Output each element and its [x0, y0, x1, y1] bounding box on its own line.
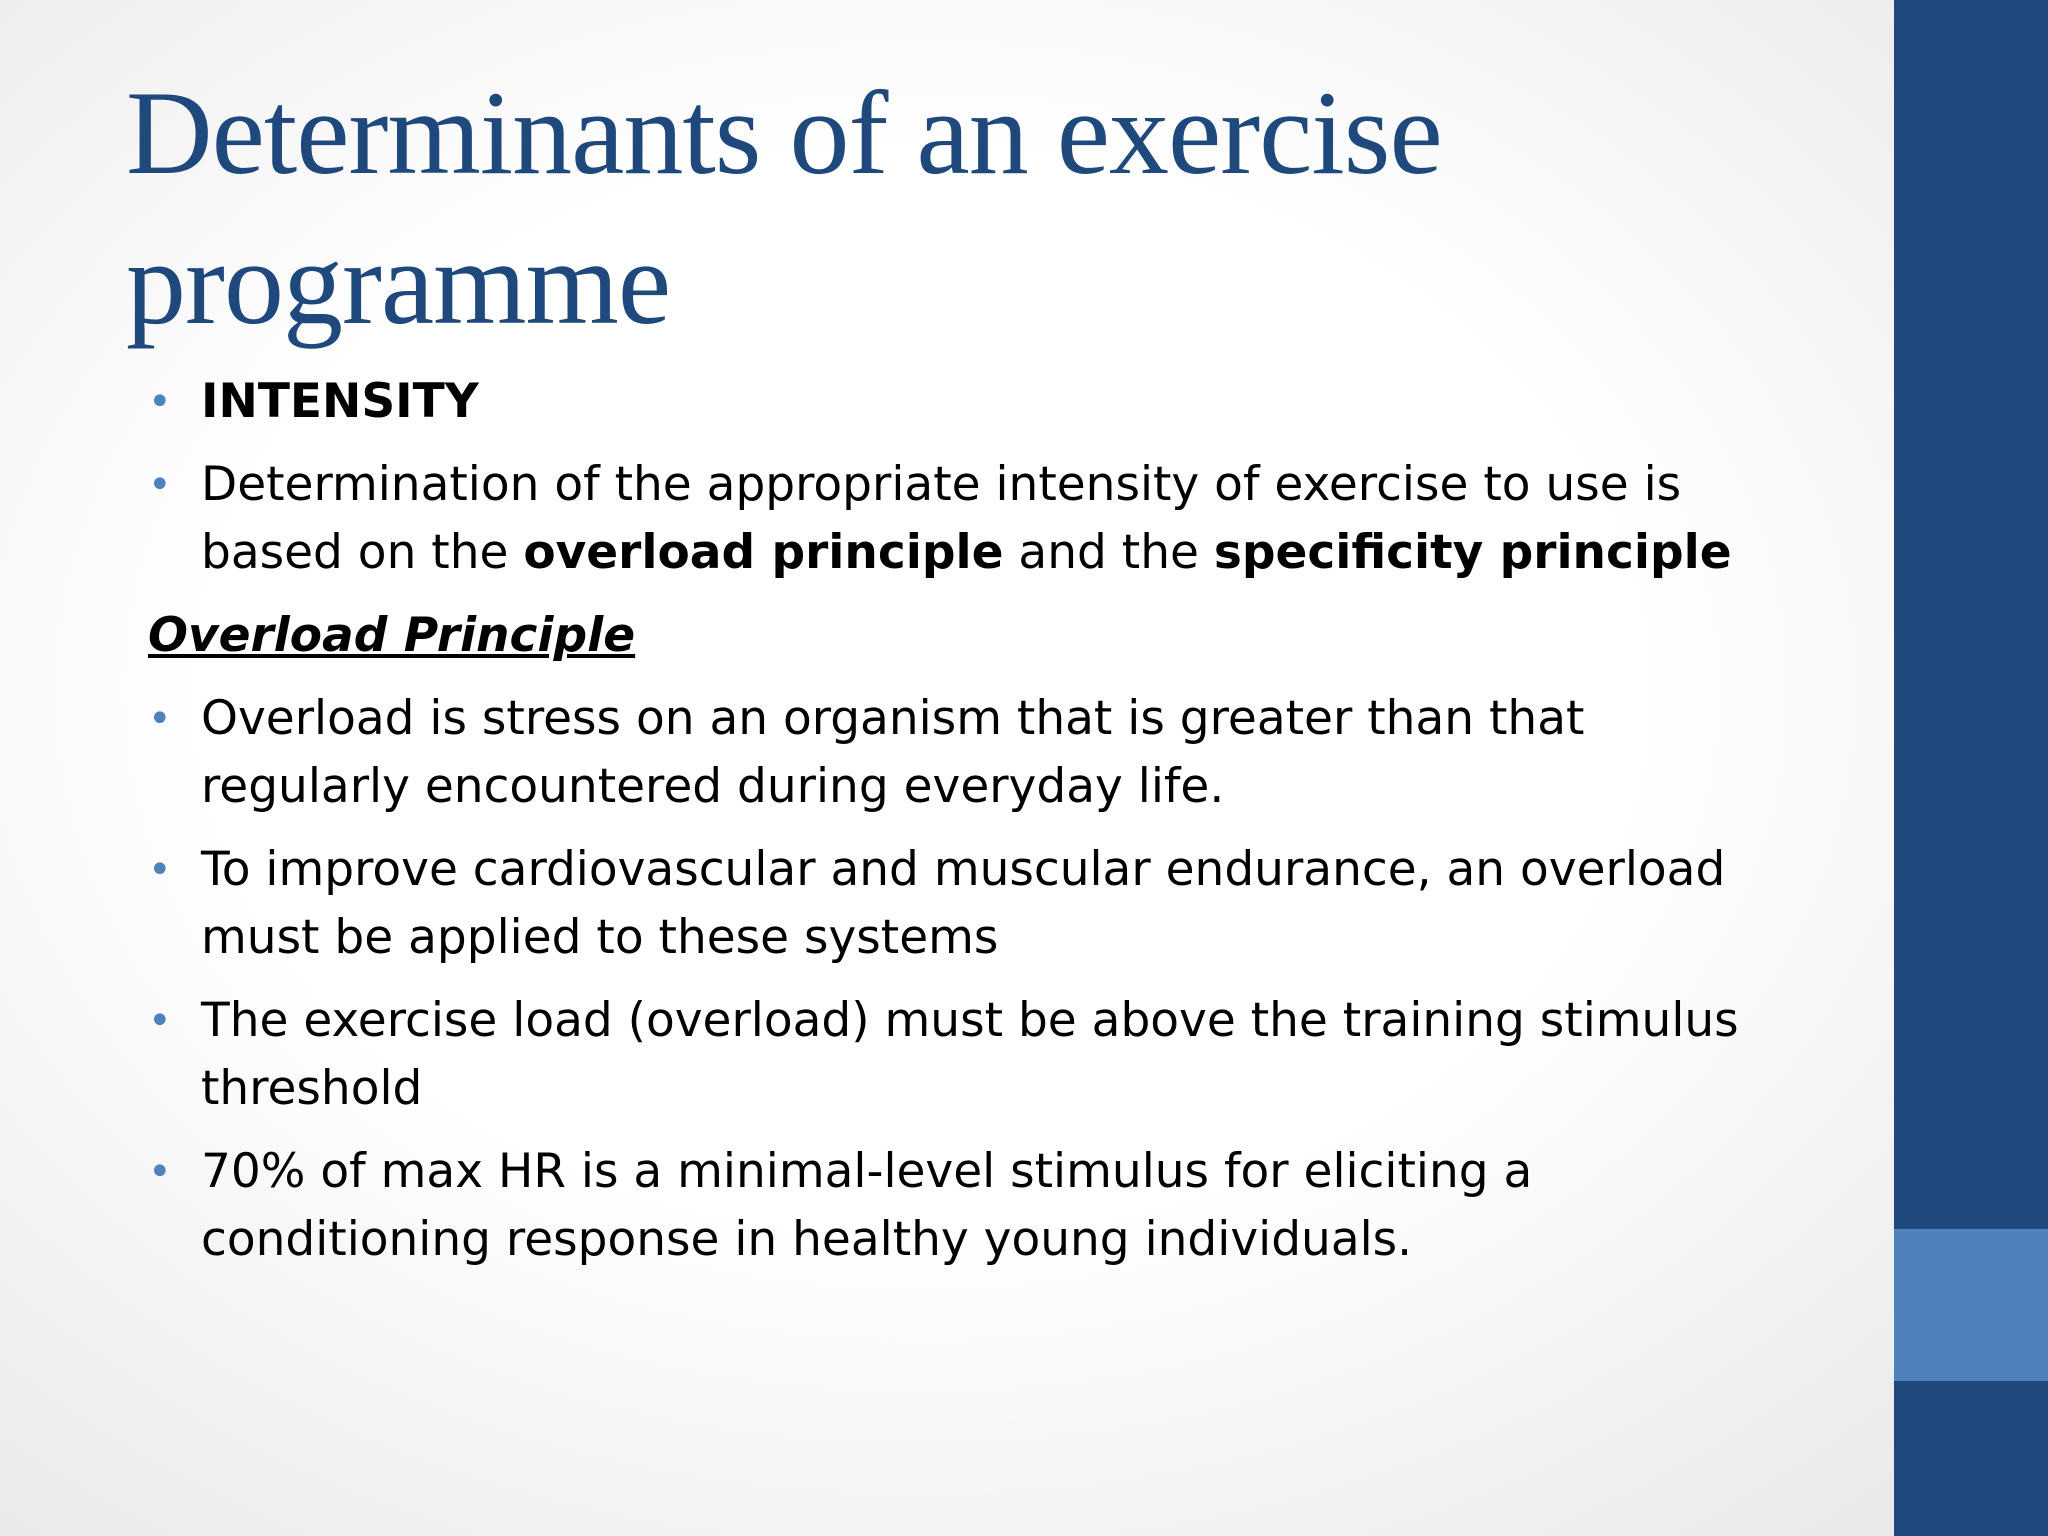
bullet-determination	[148, 451, 1768, 587]
overload-definition-text: Overload is stress on an organism that is greater than that regularly encountered during everyday life.	[201, 691, 1585, 814]
bullet-improve-endurance	[148, 836, 1768, 972]
intensity-label: INTENSITY	[201, 374, 479, 429]
bullet-icon: •	[148, 998, 172, 1044]
bullet-intensity	[148, 368, 1768, 436]
specificity-principle-term: specificity principle	[1213, 525, 1732, 580]
bullet-icon: •	[148, 696, 172, 742]
exercise-load-text: The exercise load (overload) must be above the training stimulus threshold	[201, 993, 1739, 1116]
side-accent-decoration	[1894, 1229, 2048, 1381]
bullet-exercise-load	[148, 987, 1768, 1123]
max-hr-text: 70% of max HR is a minimal-level stimulus for eliciting a conditioning response in healthy young individuals.	[201, 1144, 1533, 1267]
overload-principle-heading: Overload Principle	[148, 608, 636, 663]
bullet-max-hr	[148, 1138, 1768, 1274]
bullet-icon: •	[148, 1149, 172, 1195]
slide-title: Determinants of an exercise programme	[126, 66, 1442, 349]
improve-endurance-text: To improve cardiovascular and muscular endurance, an overload must be applied to these systems	[201, 842, 1726, 965]
bullet-overload-definition	[148, 685, 1768, 821]
determination-text-2: and the	[1003, 525, 1214, 580]
slide-body	[148, 368, 1768, 1289]
overload-principle-term: overload principle	[523, 525, 1004, 580]
determination-text-1: Determination of the appropriate intensity of exercise to use is based on the	[201, 457, 1682, 580]
bullet-icon: •	[148, 847, 172, 893]
bullet-icon: •	[148, 462, 172, 508]
bullet-icon: •	[148, 379, 172, 425]
